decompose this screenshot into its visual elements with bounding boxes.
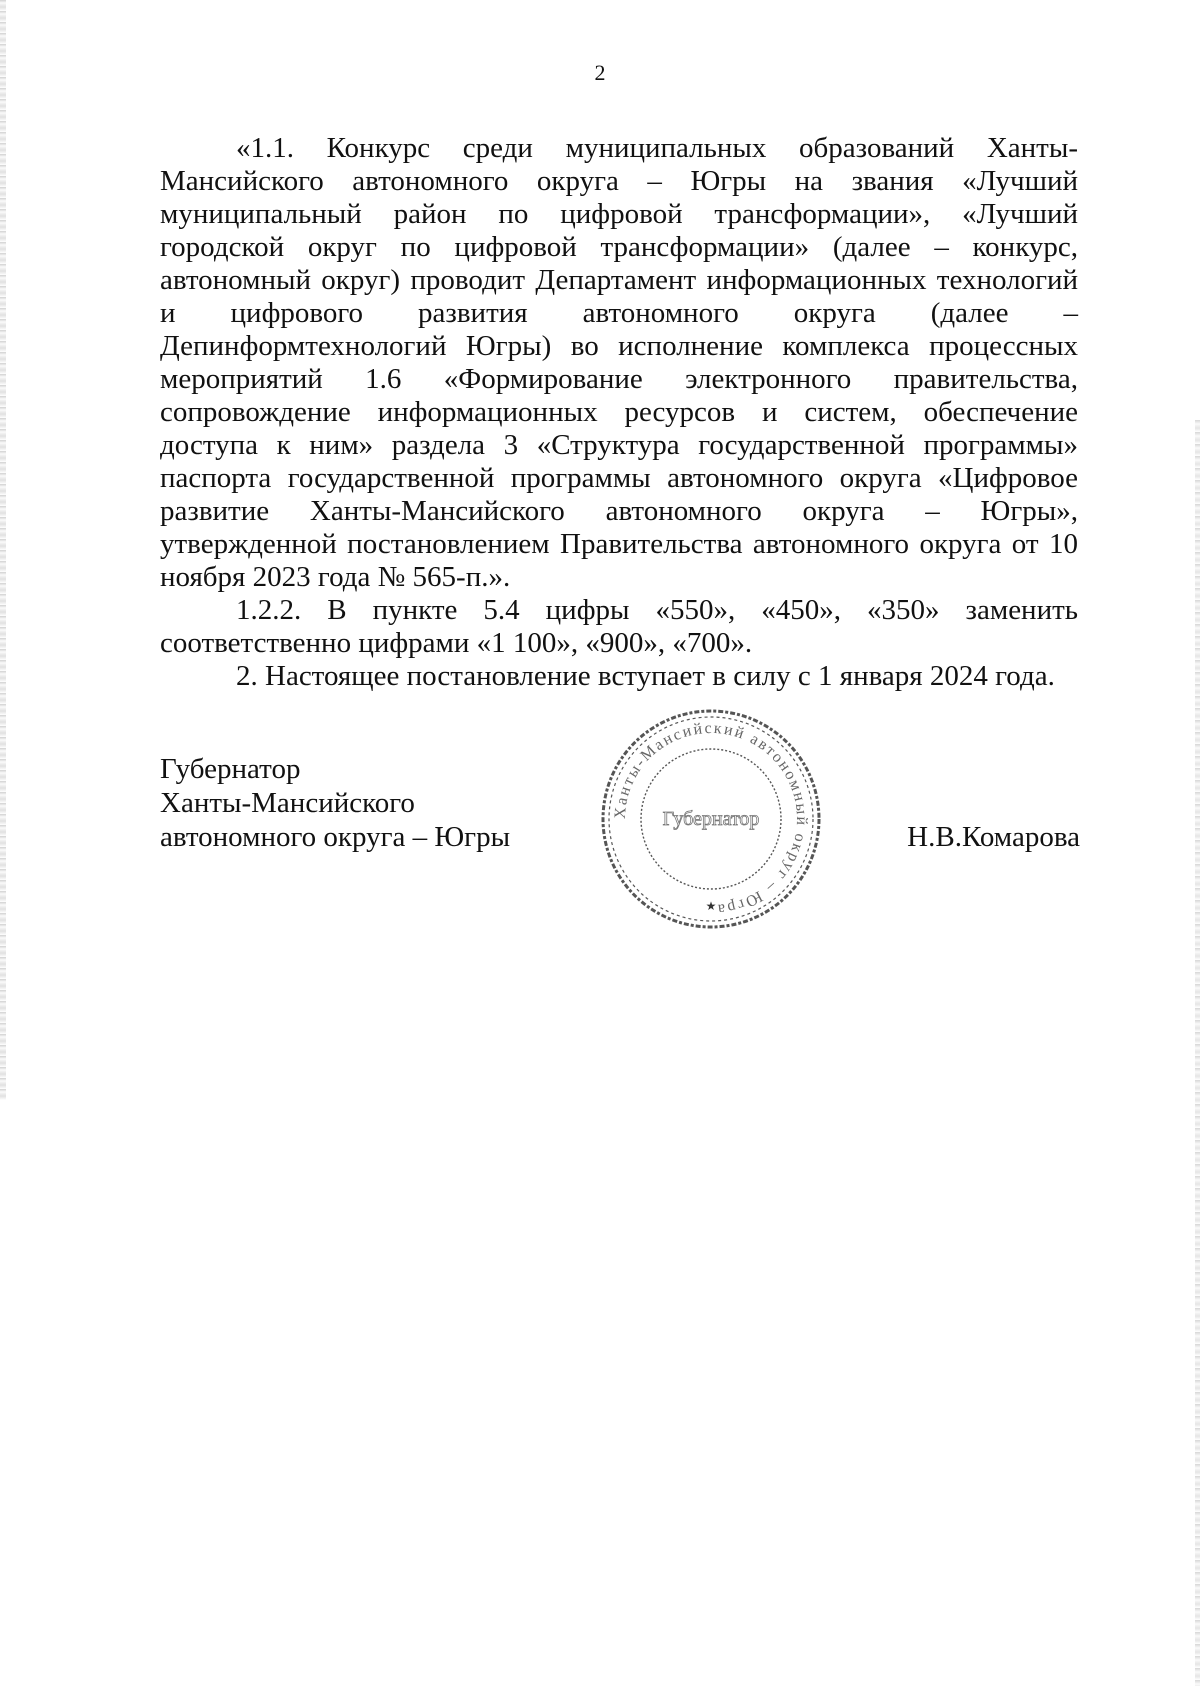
paragraph-1-1: «1.1. Конкурс среди муниципальных образований Ханты-Мансийского автономного округа – Югры на звания «Лучший муниципальный район по цифровой трансформации», «Лучший городской округ по цифровой трансформации» (далее – конкурс, автономный округ) проводит Департамент информационных технологий и цифрового развития автономного округа (далее – Депинформтехнологий Югры) во исполнение комплекса процессных мероприятий 1.6 «Формирование электронного правительства, сопровождение информационных ресурсов и систем, обеспечение доступа к ним» раздела 3 «Структура государственной программы» паспорта государственной программы автономного округа «Цифровое развитие Ханты-Мансийского автономного округа – Югры», утвержденной постановлением Правительства автономного округа от 10 ноября 2023 года № 565-п.». — [160, 132, 1078, 593]
signature-block — [160, 719, 1080, 982]
scan-edge-right — [1195, 420, 1200, 1686]
paragraph-2: 2. Настоящее постановление вступает в силу с 1 января 2024 года. — [236, 660, 1055, 692]
scan-edge-left — [0, 0, 6, 1100]
seal-star-icon: ★ — [705, 899, 717, 913]
document-body — [160, 132, 1078, 693]
signatory-name: Н.В.Комарова — [907, 821, 1080, 853]
seal-center-text: Губернатор — [662, 808, 760, 830]
official-seal — [596, 704, 826, 934]
position-line: Губернатор — [160, 753, 301, 785]
position-line: автономного округа – Югры — [160, 821, 511, 853]
signatory-position — [160, 752, 510, 854]
page-number: 2 — [594, 60, 606, 85]
paragraph-1-2-2: 1.2.2. В пункте 5.4 цифры «550», «450», «350» заменить соответственно цифрами «1 100», «900», «700». — [160, 594, 1078, 659]
seal-ring-text: Ханты-Мансийский автономный округ – Югра — [611, 719, 811, 918]
position-line: Ханты-Мансийского — [160, 787, 415, 819]
